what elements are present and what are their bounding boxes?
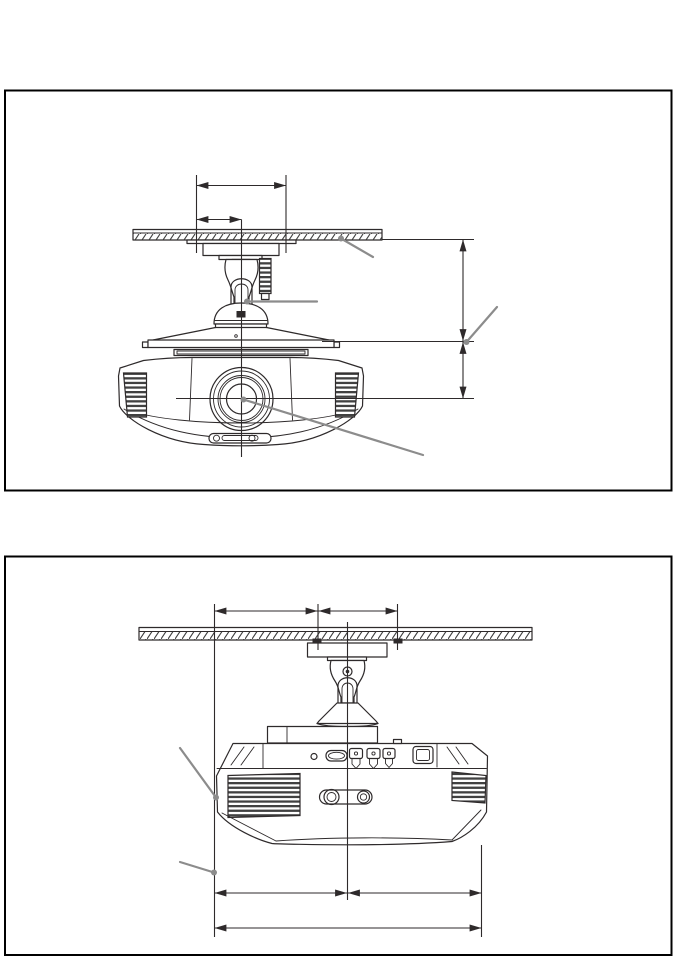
mount-plate: [268, 727, 378, 744]
leader-reference-line: [180, 862, 214, 873]
right-vent: [452, 772, 486, 803]
figure1-frame: [5, 91, 672, 491]
ceiling-rear: [139, 628, 532, 644]
ceiling-hatch: [139, 632, 532, 641]
ceiling-hatch: [133, 233, 382, 240]
left-vent: [124, 373, 147, 417]
bottom-detail: [209, 434, 271, 444]
projector-rear-view: [217, 740, 488, 845]
left-vent: [228, 774, 300, 818]
figure-ceiling-mount-front-view: [5, 91, 672, 491]
mount-assembly-rear: [268, 643, 388, 743]
carrying-handle: [320, 790, 373, 805]
clamp-knob: [260, 259, 272, 294]
right-vent: [336, 373, 359, 417]
leader-dimension-boundary: [467, 307, 498, 342]
figure-ceiling-mount-rear-view: [5, 557, 672, 956]
leader-ceiling: [341, 239, 373, 258]
figure2-callout-leaders: [180, 748, 219, 876]
leader-cabinet-side: [180, 748, 216, 798]
